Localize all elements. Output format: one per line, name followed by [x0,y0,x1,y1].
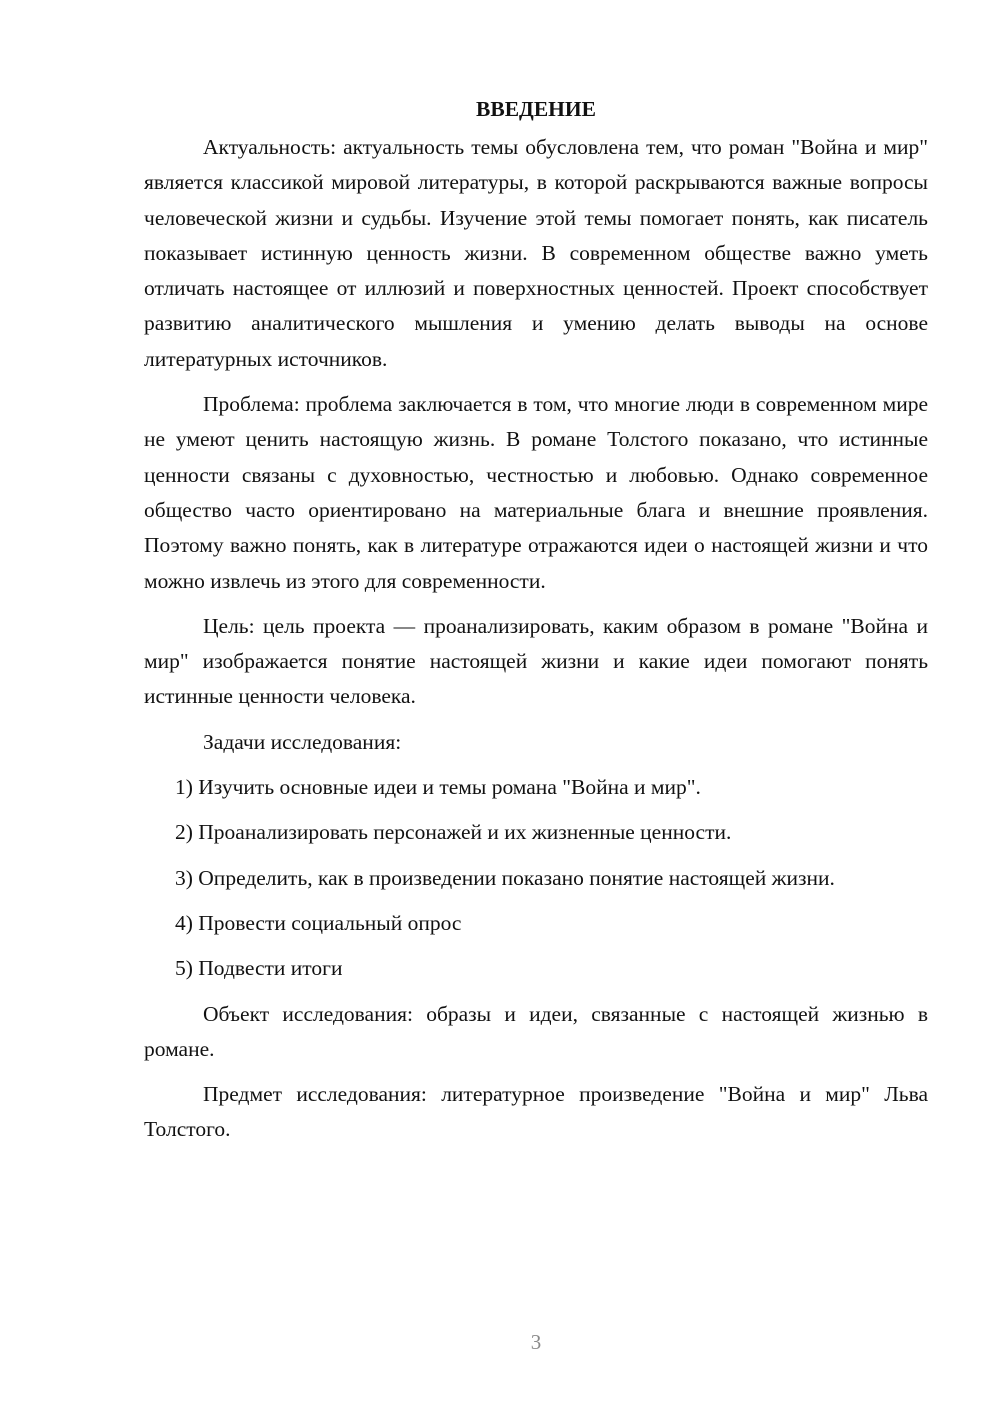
task-item-5: 5) Подвести итоги [175,956,343,981]
paragraph-goal: Цель: цель проекта — проанализировать, каким образом в романе "Война и мир" изображается понятие настоящей жизни и какие идеи помогают понять истинные ценности человека. [144,613,928,709]
paragraph-object: Объект исследования: образы и идеи, связанные с настоящей жизнью в романе. [144,1001,928,1061]
tasks-list [144,770,928,986]
page-number: 3 [530,1330,542,1354]
task-item-1: 1) Изучить основные идеи и темы романа "Война и мир". [175,775,701,800]
task-item-4: 4) Провести социальный опрос [175,910,462,935]
section-heading: ВВЕДЕНИЕ [476,97,596,121]
task-item-2: 2) Проанализировать персонажей и их жизненные ценности. [175,820,732,845]
paragraph-relevance: Актуальность: актуальность темы обусловлена тем, что роман "Война и мир" является классикой мировой литературы, в которой раскрываются важные вопросы человеческой жизни и судьбы. Изучение этой темы помогает понять, как писатель показывает истинную ценность жизни. В современном обществе важно уметь отличать настоящее от иллюзий и поверхностных ценностей. Проект способствует развитию аналитического мышления и умению делать выводы на основе литературных источников. [144,135,928,371]
paragraph-subject: Предмет исследования: литературное произведение "Война и мир" Льва Толстого. [144,1082,928,1142]
task-item-3: 3) Определить, как в произведении показано понятие настоящей жизни. [175,865,835,890]
tasks-title: Задачи исследования: [203,729,402,754]
paragraph-problem: Проблема: проблема заключается в том, что многие люди в современном мире не умеют ценить настоящую жизнь. В романе Толстого показано, что истинные ценности связаны с духовностью, честностью и любовью. Однако современное общество часто ориентировано на материальные блага и внешние проявления. Поэтому важно понять, как в литературе отражаются идеи о настоящей жизни и что можно извлечь из этого для современности. [144,392,928,593]
document-body [144,92,928,1158]
